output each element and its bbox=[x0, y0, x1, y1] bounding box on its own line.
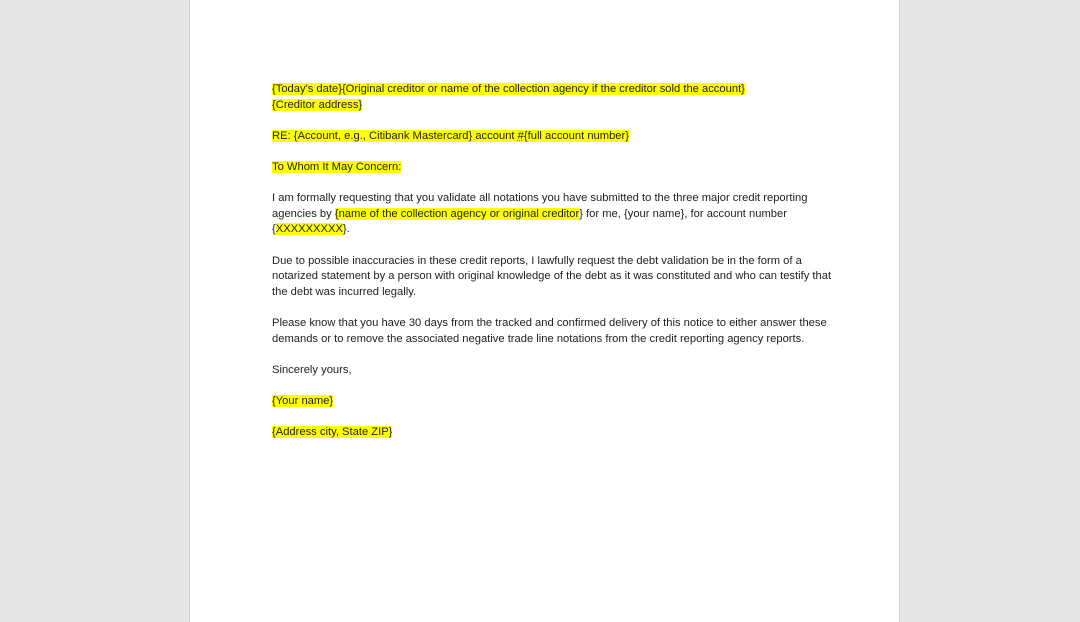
document-page[interactable] bbox=[189, 0, 900, 622]
paragraph-3: Please know that you have 30 days from the tracked and confirmed delivery of this notice to either answer these demands or to remove the associated negative trade line notations from the credit reporting agency reports. bbox=[272, 316, 827, 345]
salutation-text: To Whom It May Concern: bbox=[272, 160, 402, 173]
closing: Sincerely yours, bbox=[272, 363, 352, 376]
p1-account-number-field: XXXXXXXXX bbox=[275, 223, 343, 236]
p1-text-c: }. bbox=[342, 223, 350, 236]
re-account-number: {full account number} bbox=[523, 129, 629, 142]
salutation bbox=[272, 160, 832, 176]
p1-text-b: } for me, {your name}, for account number { bbox=[272, 207, 787, 236]
signature-address bbox=[272, 425, 832, 441]
re-account-text: RE: {Account, e.g., Citibank Mastercard} account bbox=[272, 129, 518, 142]
paragraph-1 bbox=[272, 191, 832, 238]
todays-date-field: {Today's date} bbox=[272, 83, 342, 95]
header-block bbox=[272, 82, 832, 113]
creditor-name-field: {Original creditor or name of the collection agency if the creditor sold the account} bbox=[341, 83, 745, 95]
re-line bbox=[272, 129, 832, 145]
your-name-field: {Your name} bbox=[272, 394, 334, 407]
p1-collection-agency-field: {name of the collection agency or original creditor bbox=[334, 207, 580, 220]
p1-text-a: I am formally requesting that you validate all notations you have submitted to the three major credit reporting agencies by bbox=[272, 192, 808, 220]
address-field: {Address city, State ZIP} bbox=[272, 426, 393, 439]
creditor-address-field: {Creditor address} bbox=[272, 98, 363, 111]
re-hash: # bbox=[517, 129, 524, 142]
paragraph-2: Due to possible inaccuracies in these credit reports, I lawfully request the debt validation be in the form of a notarized statement by a person with original knowledge of the debt as it was constituted and who can testify that the debt was incurred legally. bbox=[272, 254, 832, 298]
signature-name bbox=[272, 394, 832, 410]
letter-body[interactable] bbox=[272, 82, 832, 456]
